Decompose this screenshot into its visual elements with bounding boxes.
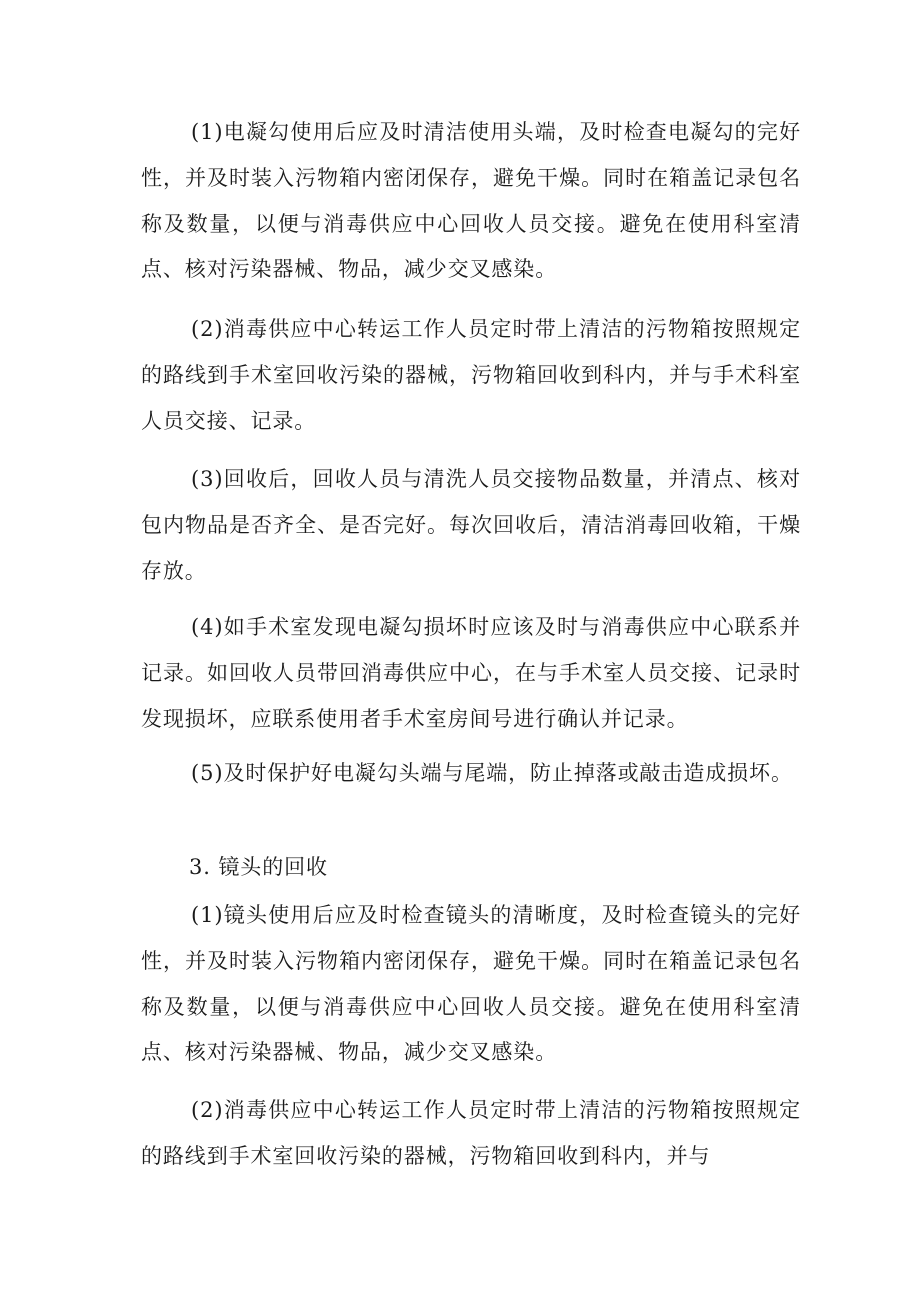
paragraph-electrocoagulation-hook-4: (4)如手术室发现电凝勾损坏时应该及时与消毒供应中心联系并记录。如回收人员带回消毒供应中心，在与手术室人员交接、记录时发现损坏，应联系使用者手术室房间号进行确认并记录。	[141, 615, 801, 731]
paragraph-electrocoagulation-hook-3: (3)回收后，回收人员与清洗人员交接物品数量，并清点、核对包内物品是否齐全、是否完好。每次回收后，清洁消毒回收箱，干燥存放。	[141, 467, 801, 583]
paragraph-lens-1: (1)镜头使用后应及时检查镜头的清晰度，及时检查镜头的完好性，并及时装入污物箱内密闭保存，避免干燥。同时在箱盖记录包名称及数量，以便与消毒供应中心回收人员交接。避免在使用科室清点、核对污染器械、物品，减少交叉感染。	[141, 903, 801, 1065]
paragraph-electrocoagulation-hook-5: (5)及时保护好电凝勾头端与尾端，防止掉落或敲击造成损坏。	[191, 761, 793, 785]
paragraph-electrocoagulation-hook-1: (1)电凝勾使用后应及时清洁使用头端，及时检查电凝勾的完好性，并及时装入污物箱内密闭保存，避免干燥。同时在箱盖记录包名称及数量，以便与消毒供应中心回收人员交接。避免在使用科室清点、核对污染器械、物品，减少交叉感染。	[141, 120, 801, 282]
paragraph-lens-2: (2)消毒供应中心转运工作人员定时带上清洁的污物箱按照规定的路线到手术室回收污染的器械，污物箱回收到科内，并与	[141, 1098, 801, 1168]
paragraph-electrocoagulation-hook-2: (2)消毒供应中心转运工作人员定时带上清洁的污物箱按照规定的路线到手术室回收污染的器械，污物箱回收到科内，并与手术科室人员交接、记录。	[141, 317, 801, 433]
section-heading-lens-recovery: 3. 镜头的回收	[189, 855, 328, 879]
